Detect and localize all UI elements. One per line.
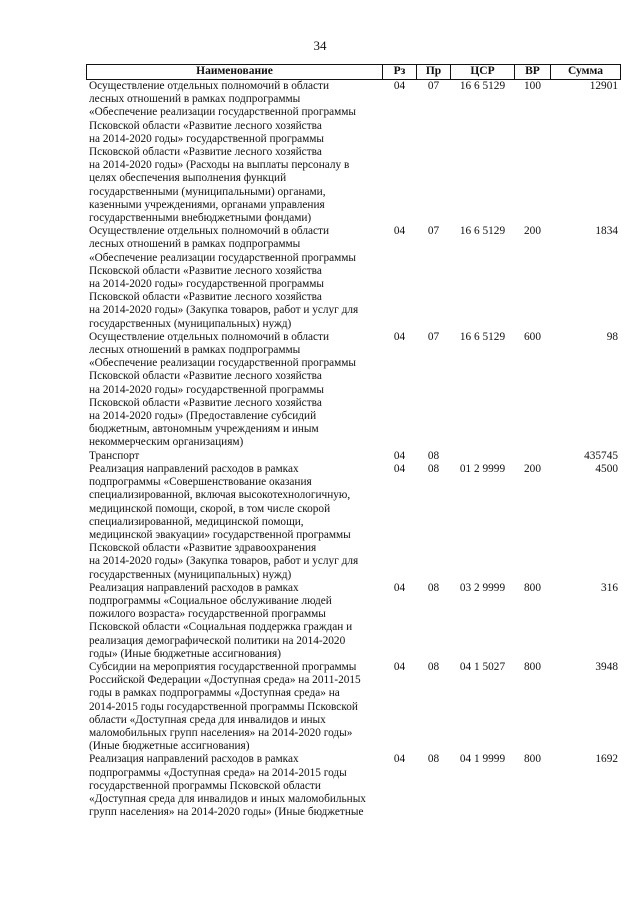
row-csr: 03 2 9999: [459, 581, 506, 594]
row-rz: 04: [393, 581, 406, 594]
row-name: [87, 331, 383, 450]
row-csr: 01 2 9999: [459, 462, 506, 475]
row-name: [87, 582, 383, 661]
table-row: [87, 450, 621, 463]
row-rz: 04: [393, 660, 406, 673]
table-row: [87, 225, 621, 331]
row-name-text: Реализация направлений расходов в рамках подпрограммы «Социальное обслуживание людей пожилого возраста» государственной программы Псковской области «Социальная поддержка граждан и реализация демографической политики на 2014-2020 годы» (Иные бюджетные ассигнования): [89, 581, 353, 660]
row-name: [87, 661, 383, 753]
row-csr: 04 1 9999: [459, 753, 506, 766]
row-sum: 3948: [595, 660, 618, 673]
row-name-text: Осуществление отдельных полномочий в области лесных отношений в рамках подпрограммы «Обеспечение реализации государственной программы Псковской области «Развитие лесного хозяйства на 2014-2020 годы» государственной программы Псковской области «Развитие лесного хозяйства на 2014-2020 годы» (Закупка товаров, работ и услуг для государственных (муниципальных) нужд): [89, 225, 359, 330]
table-row: [87, 463, 621, 582]
row-pr: 07: [427, 330, 440, 343]
row-name-text: Осуществление отдельных полномочий в области лесных отношений в рамках подпрограммы «Обеспечение реализации государственной программы Псковской области «Развитие лесного хозяйства на 2014-2020 годы» государственной программы Псковской области «Развитие лесного хозяйства на 2014-2020 годы» (Предоставление субсидий бюджетным, автономным учреждениям и иным некоммерческим организациям): [89, 330, 357, 449]
row-sum: 4500: [595, 462, 618, 475]
row-rz: 04: [393, 80, 406, 92]
table-row: [87, 331, 621, 450]
row-name: [87, 80, 383, 226]
table-row: [87, 661, 621, 753]
row-vr: 600: [524, 330, 541, 343]
row-name: [87, 463, 383, 582]
row-vr: 800: [524, 753, 541, 766]
table-row: [87, 582, 621, 661]
row-name-text: Транспорт: [89, 449, 140, 462]
row-vr: 200: [524, 225, 541, 238]
header-rz: Рз: [383, 65, 417, 80]
row-pr: 08: [427, 462, 440, 475]
row-name: [87, 450, 383, 463]
row-pr: 08: [427, 660, 440, 673]
row-rz: 04: [393, 462, 406, 475]
table-row: [87, 80, 621, 226]
row-name-text: Субсидии на мероприятия государственной программы Российской Федерации «Доступная среда» на 2011-2015 годы в рамках подпрограммы «Доступная среда» на 2014-2015 годы государственной программы Псковской области «Доступная среда для инвалидов и иных маломобильных групп населения» на 2014-2020 годы» (Иные бюджетные ассигнования): [89, 660, 361, 753]
row-rz: 04: [393, 330, 406, 343]
row-pr: 08: [427, 449, 440, 462]
row-name-text: Реализация направлений расходов в рамках подпрограммы «Совершенствование оказания специализированной, включая высокотехнологичную, медицинской помощи, скорой, в том числе скорой специализированной, медицинской помощи, медицинской эвакуации» государственной программы Псковской области «Развитие здравоохранения на 2014-2020 годы» (Закупка товаров, работ и услуг для государственных (муниципальных) нужд): [89, 462, 359, 581]
budget-table: [86, 64, 621, 819]
header-sum: Сумма: [551, 65, 621, 80]
row-rz: 04: [393, 753, 406, 766]
row-rz: 04: [393, 449, 406, 462]
row-vr: 200: [524, 462, 541, 475]
row-pr: 08: [427, 581, 440, 594]
row-name-text: Осуществление отдельных полномочий в области лесных отношений в рамках подпрограммы «Обеспечение реализации государственной программы Псковской области «Развитие лесного хозяйства на 2014-2020 годы» государственной программы Псковской области «Развитие лесного хозяйства на 2014-2020 годы» (Расходы на выплаты персоналу в целях обеспечения выполнения функций государственными (муниципальными) органами, казенными учреждениями, органами управления государственными внебюджетными фондами): [89, 80, 357, 225]
table-header-row: [87, 65, 621, 80]
row-pr: 07: [427, 80, 440, 92]
row-sum: 1834: [595, 225, 618, 238]
row-rz: 04: [393, 225, 406, 238]
row-csr: 16 6 5129: [459, 80, 506, 92]
row-vr: [515, 450, 551, 463]
row-csr: 16 6 5129: [459, 225, 506, 238]
row-vr: 800: [524, 660, 541, 673]
table-row: [87, 753, 621, 819]
row-sum: 12901: [589, 80, 618, 92]
row-pr: 07: [427, 225, 440, 238]
page-number: 34: [313, 38, 327, 53]
header-name: Наименование: [87, 65, 383, 80]
row-name-text: Реализация направлений расходов в рамках подпрограммы «Доступная среда» на 2014-2015 годы государственной программы Псковской области «Доступная среда для инвалидов и иных маломобильных групп населения» на 2014-2020 годы» (Иные бюджетные: [89, 753, 366, 819]
row-sum: 1692: [595, 753, 618, 766]
header-csr: ЦСР: [451, 65, 515, 80]
row-name: [87, 225, 383, 331]
row-pr: 08: [427, 753, 440, 766]
header-vr: ВР: [515, 65, 551, 80]
row-csr: [451, 450, 515, 463]
row-csr: 04 1 5027: [459, 660, 506, 673]
row-sum: 316: [601, 581, 618, 594]
header-pr: Пр: [417, 65, 451, 80]
row-sum: 435745: [584, 449, 618, 462]
row-csr: 16 6 5129: [459, 330, 506, 343]
row-name: [87, 753, 383, 819]
row-sum: 98: [606, 330, 618, 343]
row-vr: 100: [524, 80, 541, 92]
row-vr: 800: [524, 581, 541, 594]
